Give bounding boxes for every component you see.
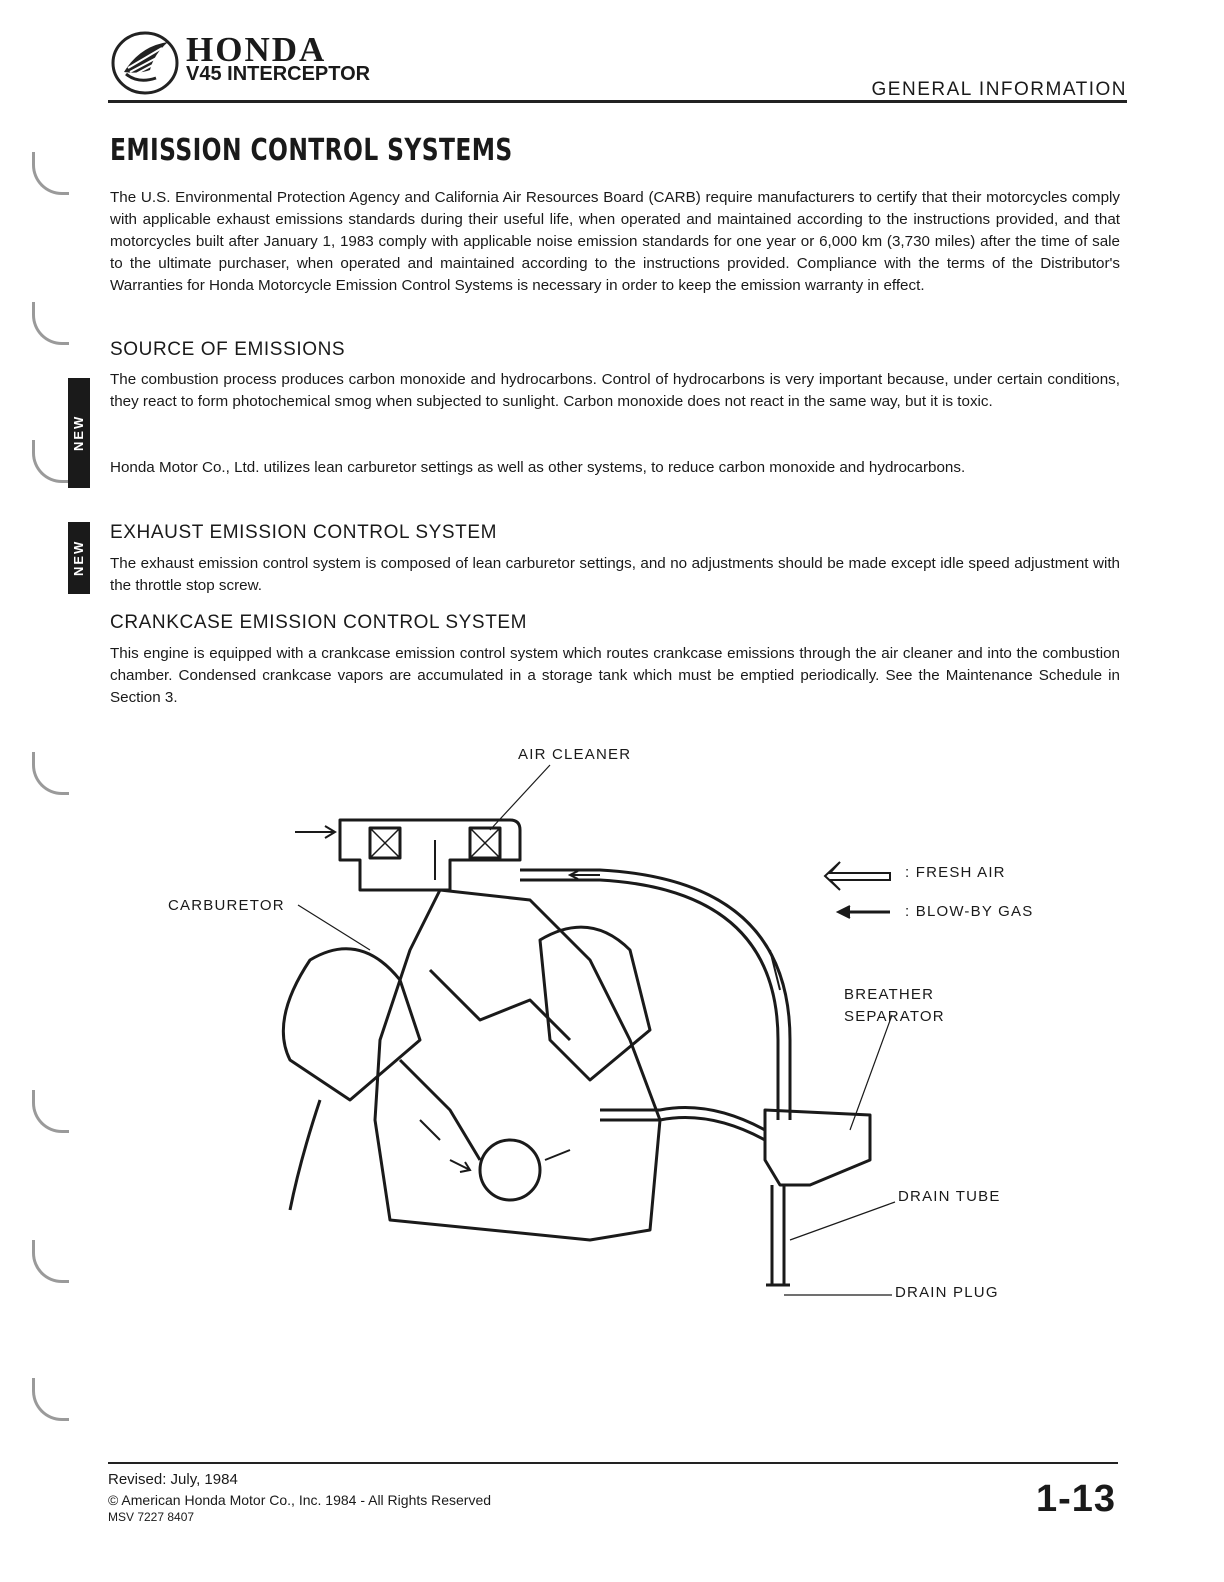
brand-name: HONDA <box>186 30 327 69</box>
document-code: MSV 7227 8407 <box>108 1510 195 1524</box>
crankcase-diagram <box>150 740 1070 1320</box>
source-paragraph-2: Honda Motor Co., Ltd. utilizes lean carburetor settings as well as other systems, to reduce carbon monoxide and hydrocarbons. <box>110 459 966 476</box>
new-badge: NEW <box>68 378 90 488</box>
drain-plug-label: DRAIN PLUG <box>895 1284 999 1301</box>
drain-tube <box>772 1185 784 1285</box>
binder-hole <box>32 1090 69 1133</box>
binder-hole <box>32 302 69 345</box>
section-label: GENERAL INFORMATION <box>871 79 1127 100</box>
breather-hose <box>520 870 790 1120</box>
air-cleaner-label: AIR CLEANER <box>518 746 632 763</box>
fresh-air-legend-icon <box>825 862 890 890</box>
breather-label: BREATHER <box>844 986 935 1003</box>
exhaust-paragraph: The exhaust emission control system is composed of lean carburetor settings, and no adjustments should be made except idle speed adjustment with the throttle stop screw. <box>110 555 1120 594</box>
copyright: © American Honda Motor Co., Inc. 1984 - All Rights Reserved <box>108 1492 492 1508</box>
engine-diagram-drawing <box>150 740 1070 1320</box>
blow-by-gas-legend: : BLOW-BY GAS <box>905 903 1034 920</box>
footer-divider <box>108 1462 1118 1464</box>
honda-wing-icon <box>110 28 180 98</box>
binder-hole <box>32 440 69 483</box>
case-to-separator-hose <box>600 1118 765 1141</box>
honda-logo <box>110 28 180 98</box>
carburetor-label: CARBURETOR <box>168 897 285 914</box>
heading-exhaust-emission: EXHAUST EMISSION CONTROL SYSTEM <box>110 522 498 543</box>
binder-hole <box>32 752 69 795</box>
engine-case <box>375 890 660 1240</box>
crankshaft <box>480 1140 540 1200</box>
header-divider <box>108 100 1127 103</box>
binder-hole <box>32 152 69 195</box>
separator-label: SEPARATOR <box>844 1008 945 1025</box>
air-cleaner-box <box>340 820 520 890</box>
source-paragraph-1: The combustion process produces carbon monoxide and hydrocarbons. Control of hydrocarbons is very important because, under certain conditions, they react to form photochemical smog when subjected to sunlight. Carbon monoxide does not react in the same way, but it is toxic. <box>110 371 1120 410</box>
breather-separator <box>765 1110 870 1185</box>
new-badge: NEW <box>68 522 90 594</box>
fresh-air-arrow <box>295 826 335 838</box>
crankcase-paragraph: This engine is equipped with a crankcase emission control system which routes crankcase emissions through the air cleaner and into the combustion chamber. Condensed crankcase vapors are accumulated in a storage tank which must be emptied periodically. See the Maintenance Schedule in Section 3. <box>110 645 1120 706</box>
front-cylinder <box>540 927 650 1080</box>
drain-tube-label: DRAIN TUBE <box>898 1188 1001 1205</box>
revised-date: Revised: July, 1984 <box>108 1471 238 1488</box>
heading-source-of-emissions: SOURCE OF EMISSIONS <box>110 339 346 360</box>
fresh-air-legend: : FRESH AIR <box>905 864 1006 881</box>
page-title: EMISSION CONTROL SYSTEMS <box>110 133 513 168</box>
heading-crankcase-emission: CRANKCASE EMISSION CONTROL SYSTEM <box>110 612 528 633</box>
model-name: V45 INTERCEPTOR <box>186 63 371 85</box>
rear-cylinder <box>283 949 420 1100</box>
binder-hole <box>32 1378 69 1421</box>
intro-paragraph: The U.S. Environmental Protection Agency and California Air Resources Board (CARB) require manufacturers to certify that their motorcycles comply with applicable exhaust emissions standards during their useful life, when operated and maintained according to the instructions provided, and that motorcycles built after January 1, 1983 comply with applicable noise emission standards for one year or 6,000 km (3,730 miles) after the time of sale to the ultimate purchaser, when operated and maintained according to the instructions provided. Compliance with the terms of the Distributor's Warranties for Honda Motorcycle Emission Control Systems is necessary in order to keep the emission warranty in effect. <box>110 189 1120 294</box>
binder-hole <box>32 1240 69 1283</box>
page-number: 1-13 <box>1035 1478 1116 1520</box>
